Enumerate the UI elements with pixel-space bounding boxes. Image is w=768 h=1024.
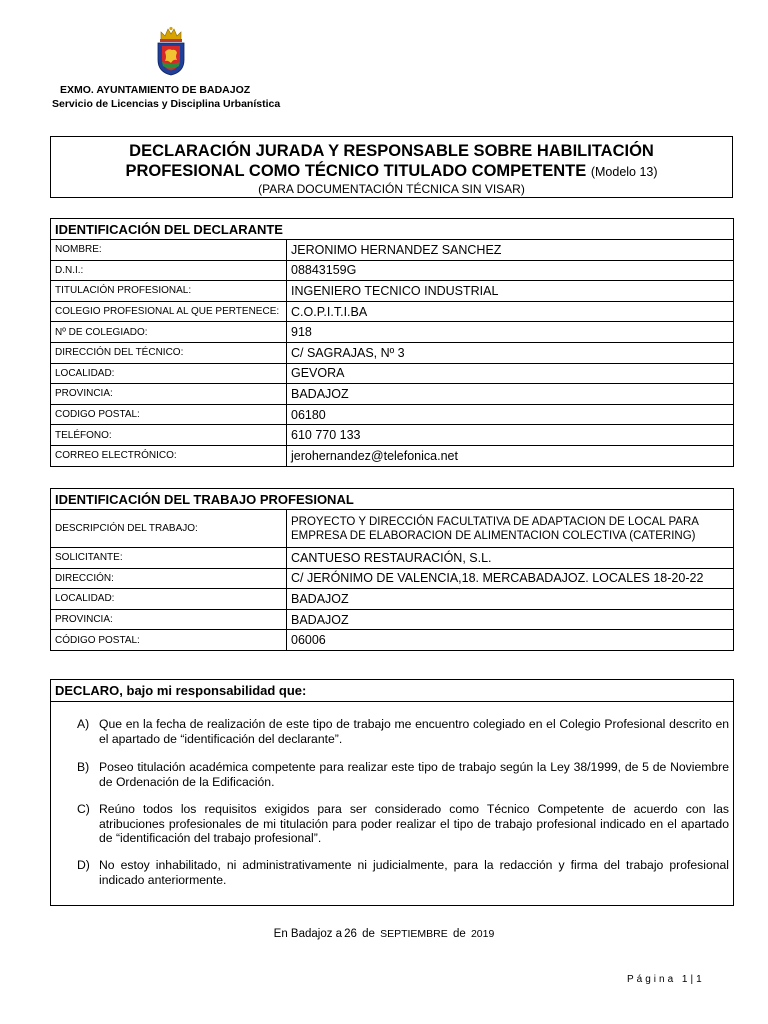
field-label: CÓDIGO POSTAL: [51, 630, 287, 651]
field-value: BADAJOZ [287, 589, 734, 610]
title-line-2 [51, 161, 732, 182]
field-value: 06006 [287, 630, 734, 651]
field-label: COLEGIO PROFESIONAL AL QUE PERTENECE: [51, 301, 287, 322]
declarant-heading: IDENTIFICACIÓN DEL DECLARANTE [51, 219, 734, 240]
item-text: No estoy inhabilitado, ni administrativamente ni judicialmente, para la redacción y firma del trabajo profesional indicado anteriormente. [99, 858, 729, 887]
signature-year: 2019 [470, 928, 495, 940]
field-value: C/ JERÓNIMO DE VALENCIA,18. MERCABADAJOZ. LOCALES 18-20-22 [287, 568, 734, 589]
field-label: PROVINCIA: [51, 609, 287, 630]
field-label: LOCALIDAD: [51, 363, 287, 384]
field-value: 610 770 133 [287, 425, 734, 446]
org-service: Servicio de Licencias y Disciplina Urbanística [52, 98, 281, 110]
page-number: Página 1|1 [627, 974, 705, 985]
field-label: PROVINCIA: [51, 384, 287, 405]
declaration-item-d [77, 858, 729, 887]
field-label: TITULACIÓN PROFESIONAL: [51, 281, 287, 302]
table-row [51, 568, 734, 589]
field-label: DESCRIPCIÓN DEL TRABAJO: [51, 510, 287, 548]
field-value: 918 [287, 322, 734, 343]
table-row [51, 510, 734, 548]
table-row [51, 384, 734, 405]
table-row [51, 609, 734, 630]
table-row [51, 425, 734, 446]
title-line-2-text: PROFESIONAL COMO TÉCNICO TITULADO COMPETENTE [125, 162, 587, 180]
item-text: Poseo titulación académica competente para realizar este tipo de trabajo según la Ley 38/1999, de 5 de Noviembre de Ordenación de la Edificación. [99, 760, 729, 789]
declaration-box [50, 679, 734, 906]
field-label: SOLICITANTE: [51, 548, 287, 569]
signature-de-2: de [452, 928, 466, 940]
field-value: JERONIMO HERNANDEZ SANCHEZ [287, 240, 734, 261]
field-label: CORREO ELECTRÓNICO: [51, 445, 287, 466]
title-line-3: (PARA DOCUMENTACIÓN TÉCNICA SIN VISAR) [258, 182, 525, 196]
work-heading: IDENTIFICACIÓN DEL TRABAJO PROFESIONAL [51, 489, 734, 510]
item-text: Reúno todos los requisitos exigidos para ser considerado como Técnico Competente de acuerdo con las atribuciones profesionales de mi titulación para poder realizar el tipo de trabajo profesional indicado en el apartado de “identificación del trabajo profesional”. [99, 802, 729, 845]
organization-header [52, 83, 280, 111]
table-row [51, 342, 734, 363]
field-value: INGENIERO TECNICO INDUSTRIAL [287, 281, 734, 302]
table-row [51, 322, 734, 343]
work-description-line-1: PROYECTO Y DIRECCIÓN FACULTATIVA DE ADAPTACION DE LOCAL PARA [291, 515, 699, 528]
work-description-line-2: EMPRESA DE ELABORACION DE ALIMENTACION COLECTIVA (CATERING) [291, 529, 696, 542]
coat-of-arms-icon [155, 26, 187, 76]
model-number: (Modelo 13) [590, 165, 658, 179]
work-table [50, 488, 734, 651]
declaration-item-c [77, 802, 729, 846]
field-label: CODIGO POSTAL: [51, 404, 287, 425]
table-row [51, 630, 734, 651]
declaration-item-b [77, 760, 729, 789]
item-letter: C) [77, 802, 90, 816]
org-name: EXMO. AYUNTAMIENTO DE BADAJOZ [60, 84, 251, 96]
declaration-heading: DECLARO, bajo mi responsabilidad que: [51, 680, 733, 702]
signature-date-line [0, 928, 768, 940]
title-line-1: DECLARACIÓN JURADA Y RESPONSABLE SOBRE HABILITACIÓN [129, 142, 654, 160]
item-letter: B) [77, 760, 90, 774]
signature-month: SEPTIEMBRE [380, 928, 448, 940]
field-label: NOMBRE: [51, 240, 287, 261]
work-description [287, 510, 734, 548]
field-value: BADAJOZ [287, 609, 734, 630]
table-row [51, 445, 734, 466]
field-value: CANTUESO RESTAURACIÓN, S.L. [287, 548, 734, 569]
field-value: 08843159G [287, 260, 734, 281]
field-label: DIRECCIÓN DEL TÉCNICO: [51, 342, 287, 363]
table-row [51, 589, 734, 610]
document-title-box [50, 136, 733, 198]
field-label: LOCALIDAD: [51, 589, 287, 610]
field-value: jerohernandez@telefonica.net [287, 445, 734, 466]
field-label: DIRECCIÓN: [51, 568, 287, 589]
signature-day: 26 [344, 928, 357, 940]
table-row [51, 548, 734, 569]
field-value: C.O.P.I.T.I.BA [287, 301, 734, 322]
field-label: Nº DE COLEGIADO: [51, 322, 287, 343]
table-row [51, 404, 734, 425]
table-row [51, 260, 734, 281]
item-text: Que en la fecha de realización de este tipo de trabajo me encuentro colegiado en el Colegio Profesional descrito en el apartado de “identificación del declarante”. [99, 717, 729, 746]
table-row [51, 301, 734, 322]
table-row [51, 363, 734, 384]
field-value: C/ SAGRAJAS, Nº 3 [287, 342, 734, 363]
field-label: D.N.I.: [51, 260, 287, 281]
table-row [51, 281, 734, 302]
field-value: GEVORA [287, 363, 734, 384]
field-label: TELÉFONO: [51, 425, 287, 446]
signature-prefix: En Badajoz a [273, 928, 343, 940]
declaration-item-a [77, 717, 729, 746]
signature-de-1: de [362, 928, 375, 940]
field-value: 06180 [287, 404, 734, 425]
item-letter: A) [77, 717, 90, 731]
table-row [51, 240, 734, 261]
field-value: BADAJOZ [287, 384, 734, 405]
declarant-table [50, 218, 734, 467]
item-letter: D) [77, 858, 90, 872]
